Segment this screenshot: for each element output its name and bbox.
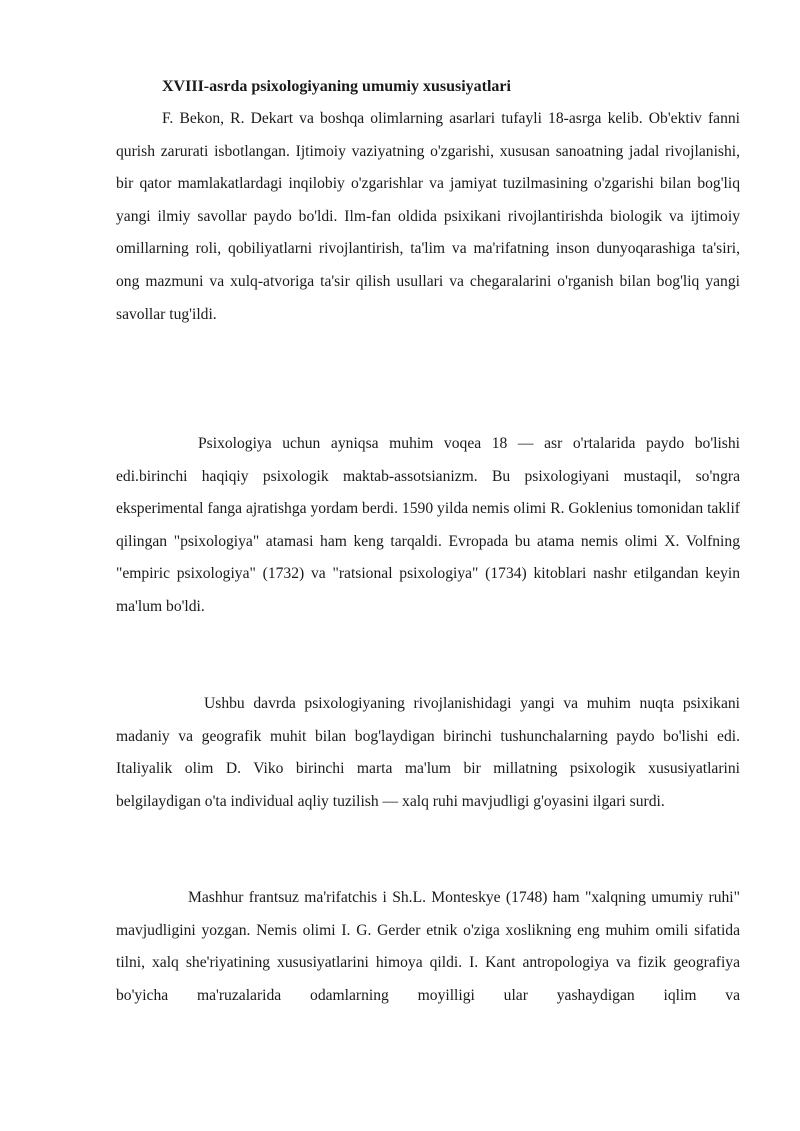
- paragraph-2: Psixologiya uchun ayniqsa muhim voqea 18 — asr o'rtalarida paydo bo'lishi edi.birinchi haqiqiy psixologik maktab-assotsianizm. Bu psixologiyani mustaqil, so'ngra eksperimental fanga ajratishga yordam berdi. 1590 yilda nemis olimi R. Goklenius tomonidan taklif qilingan "psixologiya" atamasi ham keng tarqaldi. Evropada bu atama nemis olimi X. Volfning "empiric psixologiya" (1732) va "ratsional psixologiya" (1734) kitoblari nashr etilgandan keyin ma'lum bo'ldi.: [116, 435, 740, 615]
- paragraph-1: F. Bekon, R. Dekart va boshqa olimlarning asarlari tufayli 18-asrga kelib. Ob'ektiv fanni qurish zarurati isbotlangan. Ijtimoiy vaziyatning o'zgarishi, xususan sanoatning jadal rivojlanishi, bir qator mamlakatlardagi inqilobiy o'zgarishlar va jamiyat tuzilmasining o'zgarishi bilan bog'liq yangi ilmiy savollar paydo bo'ldi. Ilm-fan oldida psixikani rivojlantirishda biologik va ijtimoiy omillarning roli, qobiliyatlarni rivojlantirish, ta'lim va ma'rifatning inson dunyoqarashiga ta'siri, ong mazmuni va xulq-atvoriga ta'sir qilish usullari va chegaralarini o'rganish bilan bog'liq yangi savollar tug'ildi.: [116, 110, 740, 323]
- paragraph-3: Ushbu davrda psixologiyaning rivojlanishidagi yangi va muhim nuqta psixikani madaniy va geografik muhit bilan bog'laydigan birinchi tushunchalarning paydo bo'lishi edi. Italiyalik olim D. Viko birinchi marta ma'lum bir millatning psixologik xususiyatlarini belgilaydigan o'ta individual aqliy tuzilish — xalq ruhi mavjudligi g'oyasini ilgari surdi.: [116, 695, 740, 810]
- paragraph-4: Mashhur frantsuz ma'rifatchis i Sh.L. Monteskye (1748) ham "xalqning umumiy ruhi" mavjudligini yozgan. Nemis olimi I. G. Gerder etnik o'ziga xoslikning eng muhim omili sifatida tilni, xalq she'riyatining xususiyatlarini himoya qildi. I. Kant antropologiya va fizik geografiya bo'yicha ma'ruzalarida odamlarning moyilligi ular yashaydigan iqlim va: [116, 889, 740, 1004]
- document-title: XVIII-asrda psixologiyaning umumiy xususiyatlari: [162, 78, 511, 95]
